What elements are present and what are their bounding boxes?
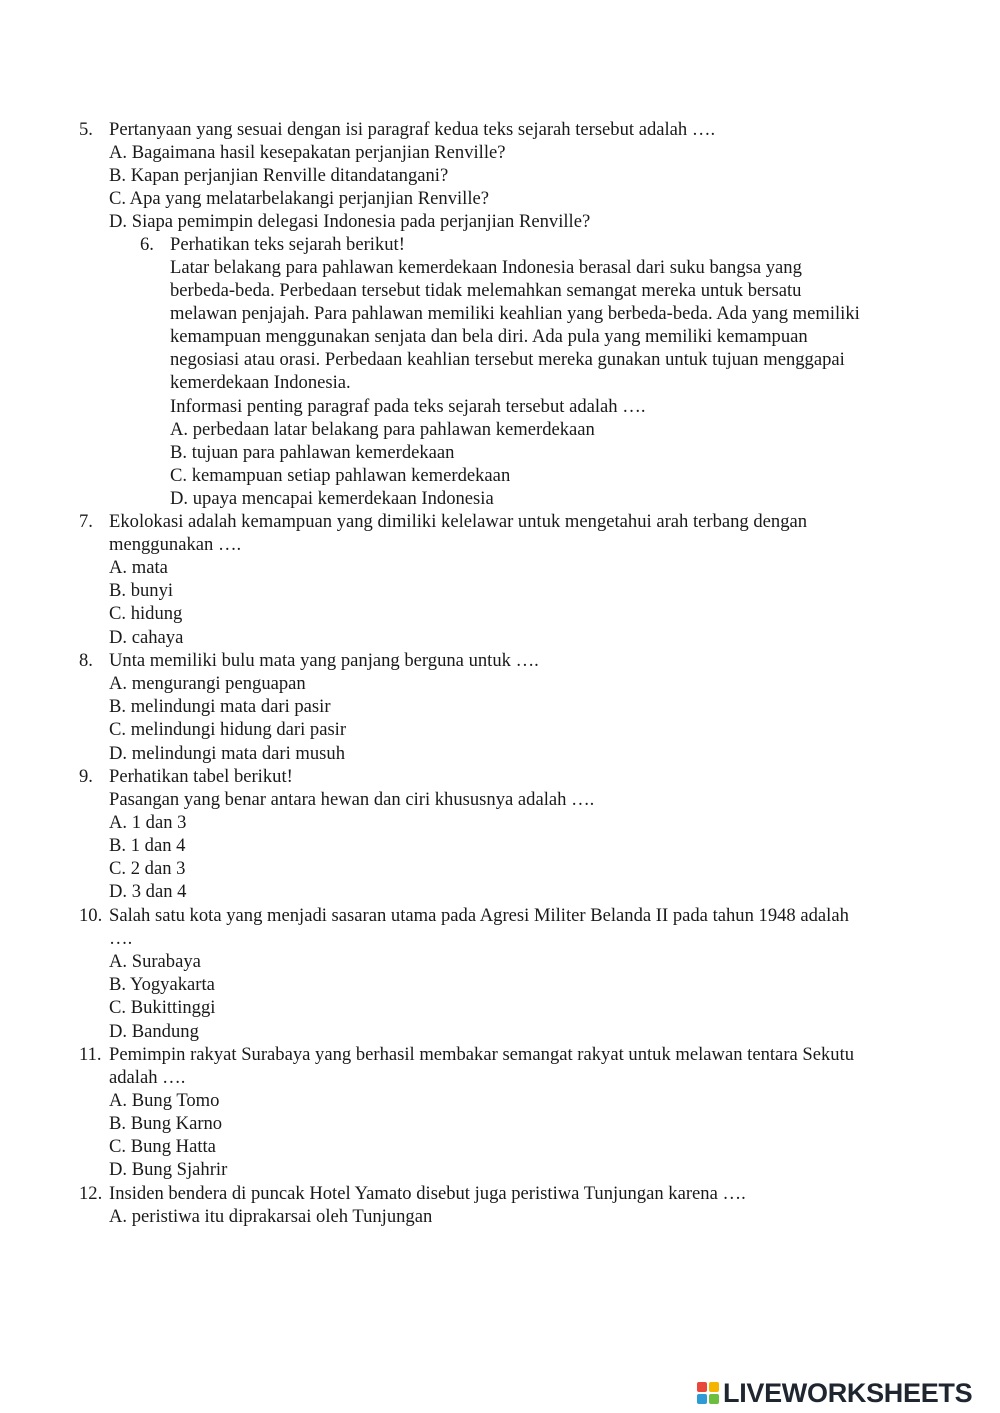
option-b: B. Yogyakarta [109,974,215,995]
liveworksheets-logo[interactable] [697,1378,972,1408]
logo-square-red [697,1382,707,1392]
question-text: Perhatikan tabel berikut! [109,766,293,787]
question-prompt: Pasangan yang benar antara hewan dan ciri khususnya adalah …. [109,789,595,810]
option-d: D. cahaya [109,627,184,648]
option-c: C. kemampuan setiap pahlawan kemerdekaan [170,465,511,486]
option-d: D. Siapa pemimpin delegasi Indonesia pada perjanjian Renville? [109,211,591,232]
logo-mark-icon [697,1382,719,1404]
logo-square-blue [697,1394,707,1404]
option-a: A. Surabaya [109,951,201,972]
option-a: A. 1 dan 3 [109,812,187,833]
question-text: Perhatikan teks sejarah berikut! [170,234,405,255]
question-text: Pertanyaan yang sesuai dengan isi paragraf kedua teks sejarah tersebut adalah …. [109,119,716,140]
question-text: Pemimpin rakyat Surabaya yang berhasil membakar semangat rakyat untuk melawan tentara Sekutu [109,1044,855,1065]
question-number: 12. [79,1183,103,1204]
option-d: D. upaya mencapai kemerdekaan Indonesia [170,488,494,509]
option-a: A. Bagaimana hasil kesepakatan perjanjian Renville? [109,142,506,163]
question-number: 5. [79,119,93,140]
option-a: A. Bung Tomo [109,1090,220,1111]
option-a: A. mata [109,557,168,578]
question-text: Insiden bendera di puncak Hotel Yamato disebut juga peristiwa Tunjungan karena …. [109,1183,746,1204]
question-number: 6. [140,234,154,255]
passage-line: melawan penjajah. Para pahlawan memiliki keahlian yang berbeda-beda. Ada yang memiliki [170,303,860,324]
option-d: D. Bung Sjahrir [109,1159,228,1180]
option-a: A. peristiwa itu diprakarsai oleh Tunjungan [109,1206,433,1227]
question-number: 9. [79,766,93,787]
option-b: B. melindungi mata dari pasir [109,696,331,717]
logo-text: LIVEWORKSHEETS [723,1377,973,1408]
option-a: A. mengurangi penguapan [109,673,306,694]
option-a: A. perbedaan latar belakang para pahlawan kemerdekaan [170,419,595,440]
question-text: Ekolokasi adalah kemampuan yang dimiliki kelelawar untuk mengetahui arah terbang dengan [109,511,808,532]
option-c: C. melindungi hidung dari pasir [109,719,347,740]
question-text: Unta memiliki bulu mata yang panjang berguna untuk …. [109,650,539,671]
option-d: D. melindungi mata dari musuh [109,743,345,764]
question-number: 11. [79,1044,102,1065]
option-c: C. Bung Hatta [109,1136,216,1157]
passage-line: kemerdekaan Indonesia. [170,372,351,393]
option-c: C. Apa yang melatarbelakangi perjanjian Renville? [109,188,490,209]
passage-line: kemampuan menggunakan senjata dan bela diri. Ada pula yang memiliki kemampuan [170,326,808,347]
option-b: B. Kapan perjanjian Renville ditandatangani? [109,165,449,186]
passage-line: negosiasi atau orasi. Perbedaan keahlian tersebut mereka gunakan untuk tujuan menggapai [170,349,845,370]
option-c: C. 2 dan 3 [109,858,186,879]
question-number: 7. [79,511,93,532]
option-b: B. 1 dan 4 [109,835,186,856]
option-c: C. hidung [109,603,183,624]
logo-square-green [709,1394,719,1404]
question-text: …. [109,928,133,949]
question-number: 10. [79,905,103,926]
question-number: 8. [79,650,93,671]
option-d: D. Bandung [109,1021,199,1042]
question-prompt: Informasi penting paragraf pada teks sejarah tersebut adalah …. [170,396,646,417]
option-b: B. bunyi [109,580,174,601]
option-c: C. Bukittinggi [109,997,216,1018]
logo-square-yellow [709,1382,719,1392]
option-b: B. Bung Karno [109,1113,223,1134]
question-text: menggunakan …. [109,534,242,555]
question-text: adalah …. [109,1067,186,1088]
option-d: D. 3 dan 4 [109,881,187,902]
question-text: Salah satu kota yang menjadi sasaran utama pada Agresi Militer Belanda II pada tahun 1948 adalah [109,905,849,926]
passage-line: Latar belakang para pahlawan kemerdekaan Indonesia berasal dari suku bangsa yang [170,257,802,278]
passage-line: berbeda-beda. Perbedaan tersebut tidak melemahkan semangat mereka untuk bersatu [170,280,802,301]
option-b: B. tujuan para pahlawan kemerdekaan [170,442,455,463]
